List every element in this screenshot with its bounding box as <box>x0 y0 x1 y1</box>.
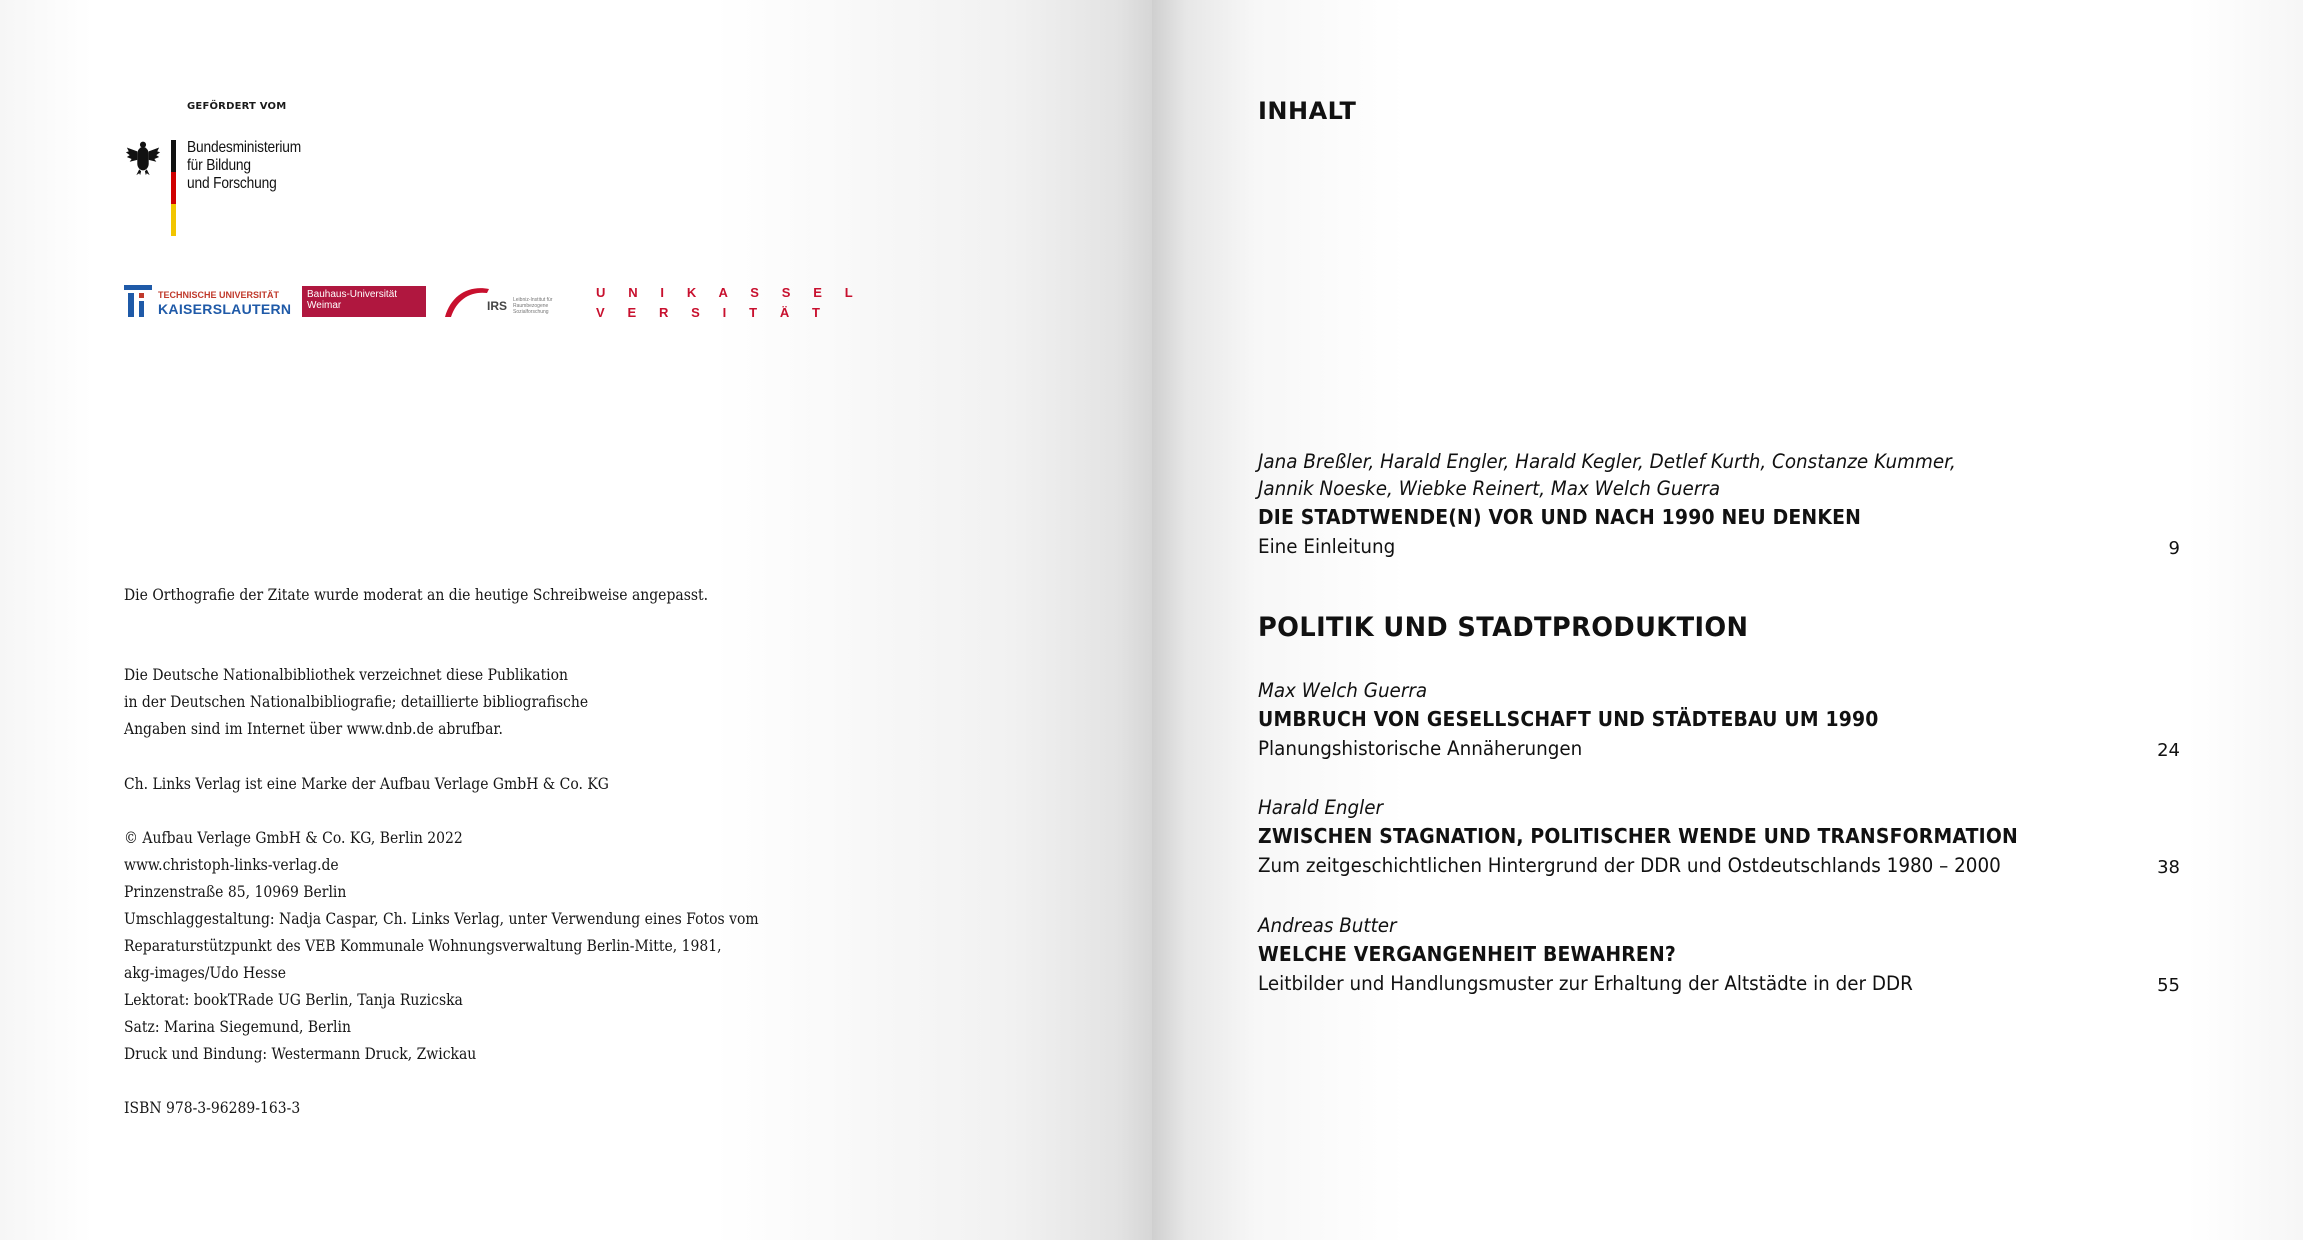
publisher-line: akg-images/Udo Hesse <box>124 964 286 982</box>
entry-page-number: 38 <box>2157 857 2180 878</box>
publisher-line: Reparaturstützpunkt des VEB Kommunale Wohnungsverwaltung Berlin-Mitte, 1981, <box>124 937 722 955</box>
publisher-line: © Aufbau Verlage GmbH & Co. KG, Berlin 2022 <box>124 829 463 847</box>
entry-title: WELCHE VERGANGENHEIT BEWAHREN? <box>1258 942 1676 966</box>
uni-kassel-line1: U N I K A S S E L <box>596 285 863 300</box>
entry-authors: Jana Breßler, Harald Engler, Harald Kegler, Detlef Kurth, Constanze Kummer, <box>1258 450 1956 473</box>
toc-entry <box>1258 677 2180 764</box>
dnb-notice <box>124 662 588 743</box>
isbn-text: ISBN 978-3-96289-163-3 <box>124 1099 301 1117</box>
funding-label: GEFÖRDERT VOM <box>187 101 287 112</box>
federal-eagle-icon <box>124 139 162 177</box>
tu-kaiserslautern-logo <box>124 283 292 319</box>
ministry-name: Bundesministerium für Bildung und Forschung <box>187 139 302 192</box>
publisher-line: Umschlaggestaltung: Nadja Caspar, Ch. Links Verlag, unter Verwendung eines Fotos vom <box>124 910 759 928</box>
uni-kassel-line2: V E R S I T Ä T <box>596 305 830 320</box>
tu-logo-line1: TECHNISCHE UNIVERSITÄT <box>158 290 280 300</box>
entry-title: DIE STADTWENDE(N) VOR UND NACH 1990 NEU DENKEN <box>1258 505 1862 529</box>
entry-author: Andreas Butter <box>1258 914 1397 937</box>
german-flag-bar <box>171 140 176 236</box>
entry-subtitle: Zum zeitgeschichtlichen Hintergrund der DDR und Ostdeutschlands 1980 – 2000 <box>1258 854 2001 877</box>
entry-subtitle: Planungshistorische Annäherungen <box>1258 737 1583 760</box>
publisher-line: Lektorat: bookTRade UG Berlin, Tanja Ruzicska <box>124 991 463 1009</box>
entry-subtitle-row <box>1258 532 2180 562</box>
entry-title: ZWISCHEN STAGNATION, POLITISCHER WENDE UND TRANSFORMATION <box>1258 824 2018 848</box>
entry-author: Max Welch Guerra <box>1258 679 1428 702</box>
dnb-line: in der Deutschen Nationalbibliografie; detaillierte bibliografische <box>124 693 589 711</box>
entry-subtitle-row <box>1258 969 2180 999</box>
entry-subtitle: Leitbilder und Handlungsmuster zur Erhaltung der Altstädte in der DDR <box>1258 972 1913 995</box>
isbn <box>124 1095 300 1122</box>
brand-note <box>124 771 609 798</box>
dnb-line: Die Deutsche Nationalbibliothek verzeichnet diese Publikation <box>124 666 569 684</box>
entry-subtitle: Eine Einleitung <box>1258 535 1396 558</box>
brand-note-text: Ch. Links Verlag ist eine Marke der Aufbau Verlage GmbH & Co. KG <box>124 775 609 793</box>
toc-entry-intro <box>1258 448 2180 562</box>
irs-logo-subtitle: Leibniz-Institut für Raumbezogene Sozialforschung <box>513 297 553 315</box>
toc-entry <box>1258 794 2180 881</box>
irs-logo <box>443 283 579 319</box>
entry-page-number: 9 <box>2168 538 2180 559</box>
toc-heading: INHALT <box>1258 97 1357 125</box>
publisher-line: Satz: Marina Siegemund, Berlin <box>124 1018 351 1036</box>
entry-subtitle-row <box>1258 851 2180 881</box>
dnb-line: Angaben sind im Internet über www.dnb.de abrufbar. <box>124 720 503 738</box>
orthography-note <box>124 582 708 609</box>
publisher-line: Prinzenstraße 85, 10969 Berlin <box>124 883 347 901</box>
publisher-line: Druck und Bindung: Westermann Druck, Zwickau <box>124 1045 477 1063</box>
tu-logo-line2: KAISERSLAUTERN <box>158 301 292 317</box>
orthography-note-text: Die Orthografie der Zitate wurde moderat an die heutige Schreibweise angepasst. <box>124 586 709 604</box>
entry-title: UMBRUCH VON GESELLSCHAFT UND STÄDTEBAU UM 1990 <box>1258 707 1879 731</box>
tu-kaiserslautern-mark-icon <box>124 285 152 317</box>
irs-arc-icon <box>443 283 491 319</box>
publisher-details <box>124 825 759 1068</box>
entry-author: Harald Engler <box>1258 796 1384 819</box>
publisher-line: www.christoph-links-verlag.de <box>124 856 339 874</box>
entry-subtitle-row <box>1258 734 2180 764</box>
section-heading: POLITIK UND STADTPRODUKTION <box>1258 612 1749 643</box>
uni-kassel-logo <box>596 283 862 323</box>
bauhaus-weimar-logo: Bauhaus-Universität Weimar <box>302 286 426 317</box>
toc-entry <box>1258 912 2180 999</box>
entry-page-number: 55 <box>2157 975 2180 996</box>
entry-page-number: 24 <box>2157 740 2180 761</box>
irs-logo-name: IRS <box>487 299 508 313</box>
entry-authors: Jannik Noeske, Wiebke Reinert, Max Welch Guerra <box>1258 477 1721 500</box>
